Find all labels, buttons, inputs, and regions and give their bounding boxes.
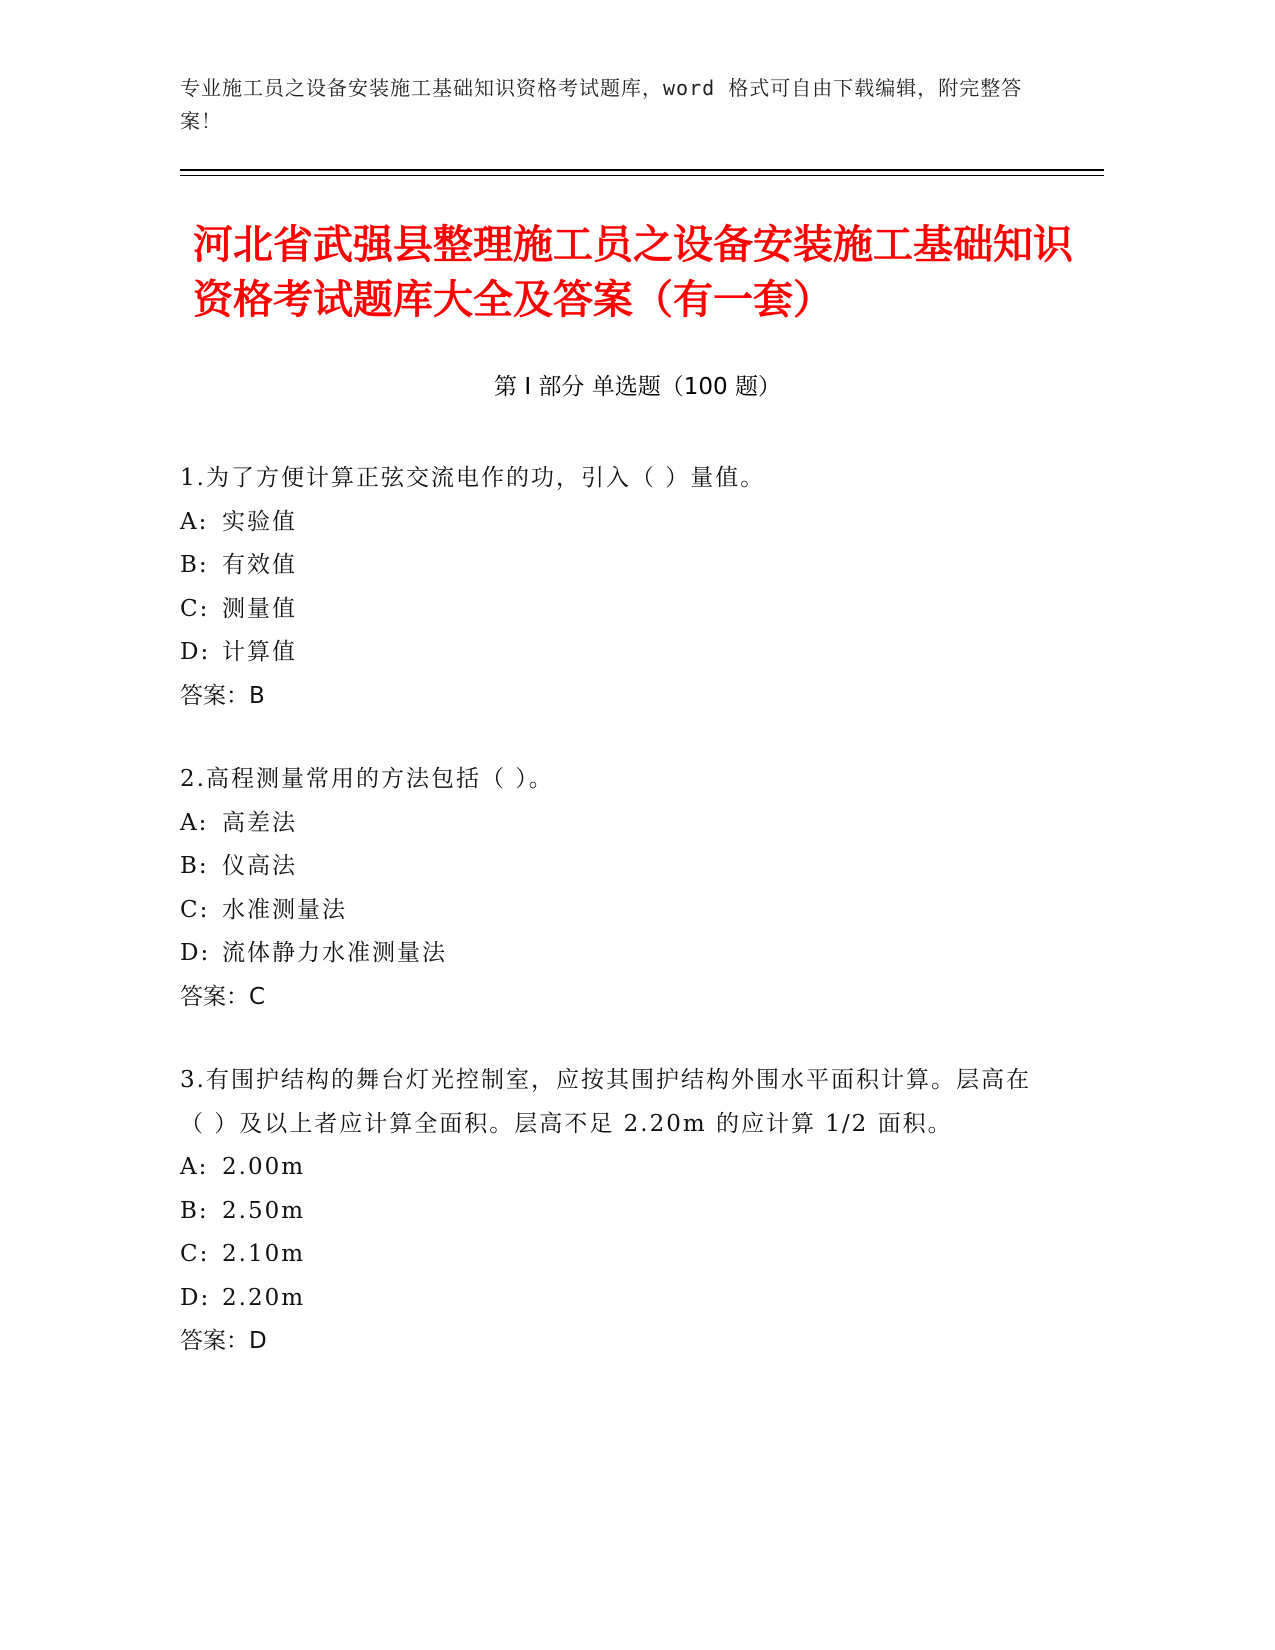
option-label: B: <box>180 853 209 879</box>
header-rule-thick <box>180 169 1104 171</box>
option-c <box>180 588 1040 632</box>
option-a <box>180 1146 1040 1190</box>
question-list <box>180 457 1040 1404</box>
question-1 <box>180 457 1040 718</box>
question-stem: 1.为了方便计算正弦交流电作的功，引入（ ）量值。 <box>180 465 766 491</box>
option-label: C: <box>180 896 210 923</box>
option-text: 流体静力水准测量法 <box>222 940 447 966</box>
option-text: 2.20m <box>222 1284 306 1311</box>
option-label: A: <box>180 1154 209 1180</box>
option-text: 高差法 <box>222 809 297 836</box>
question-2 <box>180 758 1040 1019</box>
option-text: 水准测量法 <box>222 896 347 923</box>
option-text: 仪高法 <box>222 853 297 879</box>
section-heading: 第 I 部分 单选题（100 题） <box>494 374 781 400</box>
option-a <box>180 501 1040 545</box>
header-rule-thin <box>180 175 1104 176</box>
option-text: 有效值 <box>222 552 297 578</box>
option-label: C: <box>180 595 210 622</box>
answer-line: 答案：C <box>180 983 266 1010</box>
answer-line: 答案：D <box>180 1328 267 1354</box>
option-label: D: <box>180 1284 211 1311</box>
option-b <box>180 544 1040 588</box>
option-text: 2.50m <box>222 1197 306 1224</box>
document-title: 河北省武强县整理施工员之设备安装施工基础知识资格考试题库大全及答案（有一套） <box>193 222 1073 323</box>
question-3 <box>180 1059 1040 1364</box>
option-label: C: <box>180 1241 210 1267</box>
option-label: B: <box>180 552 209 578</box>
question-stem: 2.高程测量常用的方法包括（ ）。 <box>180 766 554 792</box>
option-text: 计算值 <box>222 639 297 665</box>
option-d <box>180 932 1040 976</box>
option-c <box>180 1233 1040 1277</box>
option-label: D: <box>180 940 211 966</box>
option-c <box>180 889 1040 933</box>
option-d <box>180 1277 1040 1321</box>
answer-line: 答案：B <box>180 682 265 709</box>
option-text: 2.10m <box>222 1241 306 1267</box>
option-label: A: <box>180 809 209 836</box>
option-label: B: <box>180 1197 209 1224</box>
option-label: A: <box>180 508 209 535</box>
option-text: 实验值 <box>222 508 297 535</box>
header-note: 专业施工员之设备安装施工基础知识资格考试题库，word 格式可自由下载编辑，附完整答案！ <box>180 76 1023 133</box>
option-b <box>180 845 1040 889</box>
option-d <box>180 631 1040 675</box>
question-stem: 3.有围护结构的舞台灯光控制室，应按其围护结构外围水平面积计算。层高在（ ）及以上者应计算全面积。层高不足 2.20m 的应计算 1/2 面积。 <box>180 1067 1031 1137</box>
option-label: D: <box>180 639 211 665</box>
option-a <box>180 802 1040 846</box>
option-b <box>180 1190 1040 1234</box>
option-text: 2.00m <box>222 1154 306 1180</box>
option-text: 测量值 <box>222 595 297 622</box>
